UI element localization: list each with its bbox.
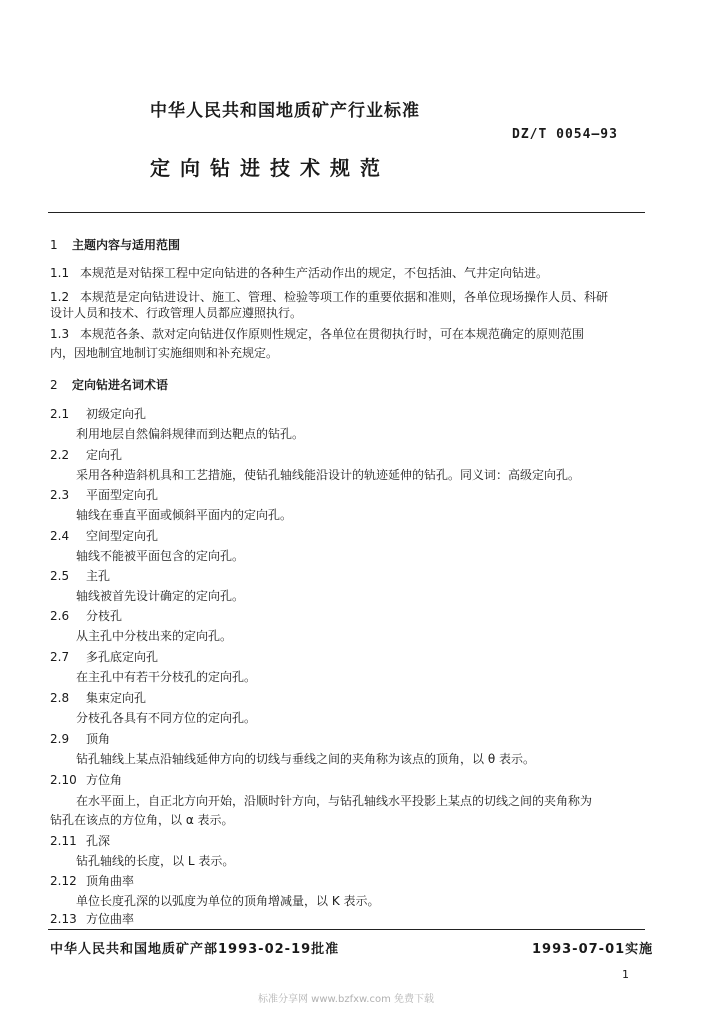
- footer-divider: [48, 929, 645, 930]
- term-name: 孔深: [86, 834, 111, 848]
- term-heading: [50, 486, 645, 504]
- term-number: 2.4: [50, 529, 70, 543]
- term-name: 顶角: [86, 732, 111, 746]
- term-name: 定向孔: [86, 448, 123, 462]
- term-definition: 分枝孔各具有不同方位的定向孔。: [76, 711, 257, 725]
- term-definition: 在水平面上，自正北方向开始，沿顺时针方向，与钻孔轴线水平投影上某点的切线之间的夹角称为: [76, 794, 593, 808]
- term-definition: 从主孔中分枝出来的定向孔。: [76, 629, 233, 643]
- term-heading: [50, 910, 645, 928]
- term-number: 2.11: [50, 834, 77, 848]
- term-heading: [50, 832, 645, 850]
- clause: [50, 325, 645, 343]
- clause-number: 1.1: [50, 266, 70, 280]
- term-heading: [50, 872, 645, 890]
- term-number: 2.13: [50, 912, 77, 926]
- clause-continuation: 内，因地制宜地制订实施细则和补充规定。: [50, 346, 279, 360]
- approval-date: 中华人民共和国地质矿产部1993-02-19批准: [50, 942, 340, 957]
- term-number: 2.1: [50, 407, 70, 421]
- term-name: 初级定向孔: [86, 407, 147, 421]
- section-heading: [50, 376, 645, 394]
- term-definition: 钻孔轴线的长度，以 L 表示。: [76, 854, 235, 868]
- standard-code: DZ/T 0054—93: [512, 127, 618, 142]
- term-definition: 轴线在垂直平面或倾斜平面内的定向孔。: [76, 508, 293, 522]
- term-heading: [50, 405, 645, 423]
- term-number: 2.8: [50, 691, 70, 705]
- term-definition: 利用地层自然偏斜规律而到达靶点的钻孔。: [76, 427, 305, 441]
- header-divider: [48, 212, 645, 213]
- term-number: 2.6: [50, 609, 70, 623]
- section-heading: [50, 236, 645, 254]
- term-number: 2.7: [50, 650, 70, 664]
- section-number: 1: [50, 238, 58, 252]
- term-number: 2.5: [50, 569, 70, 583]
- term-definition: 采用各种造斜机具和工艺措施，使钻孔轴线能沿设计的轨迹延伸的钻孔。同义词：高级定向孔。: [76, 468, 581, 482]
- term-number: 2.9: [50, 732, 70, 746]
- term-definition: 轴线不能被平面包含的定向孔。: [76, 549, 245, 563]
- effective-date: 1993-07-01实施: [532, 942, 654, 957]
- clause-number: 1.3: [50, 327, 70, 341]
- watermark-text: 标准分享网 www.bzfxw.com 免费下载: [258, 994, 434, 1005]
- term-definition: 单位长度孔深的以弧度为单位的顶角增减量，以 K 表示。: [76, 894, 380, 908]
- term-heading: [50, 607, 645, 625]
- page-number: 1: [622, 968, 629, 981]
- term-definition-continuation: 钻孔在该点的方位角，以 α 表示。: [50, 813, 234, 827]
- section-title: 定向钻进名词术语: [72, 378, 169, 392]
- term-heading: [50, 648, 645, 666]
- term-heading: [50, 771, 645, 789]
- standard-title: 中华人民共和国地质矿产行业标准: [150, 101, 420, 121]
- term-name: 平面型定向孔: [86, 488, 159, 502]
- term-name: 主孔: [86, 569, 111, 583]
- clause: [50, 264, 645, 282]
- clause-text: 本规范是对钻探工程中定向钻进的各种生产活动作出的规定，不包括油、气井定向钻进。: [80, 266, 549, 280]
- term-number: 2.12: [50, 874, 77, 888]
- clause-text: 本规范各条、款对定向钻进仅作原则性规定，各单位在贯彻执行时，可在本规范确定的原则范围: [80, 327, 585, 341]
- clause-text: 本规范是定向钻进设计、施工、管理、检验等项工作的重要依据和准则，各单位现场操作人员、科研: [80, 290, 609, 304]
- term-heading: [50, 730, 645, 748]
- document-title: 定向钻进技术规范: [150, 156, 390, 180]
- term-number: 2.10: [50, 773, 77, 787]
- term-name: 顶角曲率: [86, 874, 135, 888]
- term-heading: [50, 567, 645, 585]
- term-name: 集束定向孔: [86, 691, 147, 705]
- section-title: 主题内容与适用范围: [72, 238, 181, 252]
- term-name: 多孔底定向孔: [86, 650, 159, 664]
- clause-continuation: 设计人员和技术、行政管理人员都应遵照执行。: [50, 306, 303, 320]
- term-heading: [50, 689, 645, 707]
- term-heading: [50, 446, 645, 464]
- section-number: 2: [50, 378, 58, 392]
- term-name: 分枝孔: [86, 609, 123, 623]
- term-definition: 钻孔轴线上某点沿轴线延伸方向的切线与垂线之间的夹角称为该点的顶角，以 θ 表示。: [76, 752, 535, 766]
- term-definition: 轴线被首先设计确定的定向孔。: [76, 589, 245, 603]
- term-heading: [50, 527, 645, 545]
- term-name: 空间型定向孔: [86, 529, 159, 543]
- term-number: 2.3: [50, 488, 70, 502]
- term-definition: 在主孔中有若干分枝孔的定向孔。: [76, 670, 257, 684]
- term-name: 方位角: [86, 773, 123, 787]
- clause-number: 1.2: [50, 290, 70, 304]
- term-number: 2.2: [50, 448, 70, 462]
- term-name: 方位曲率: [86, 912, 135, 926]
